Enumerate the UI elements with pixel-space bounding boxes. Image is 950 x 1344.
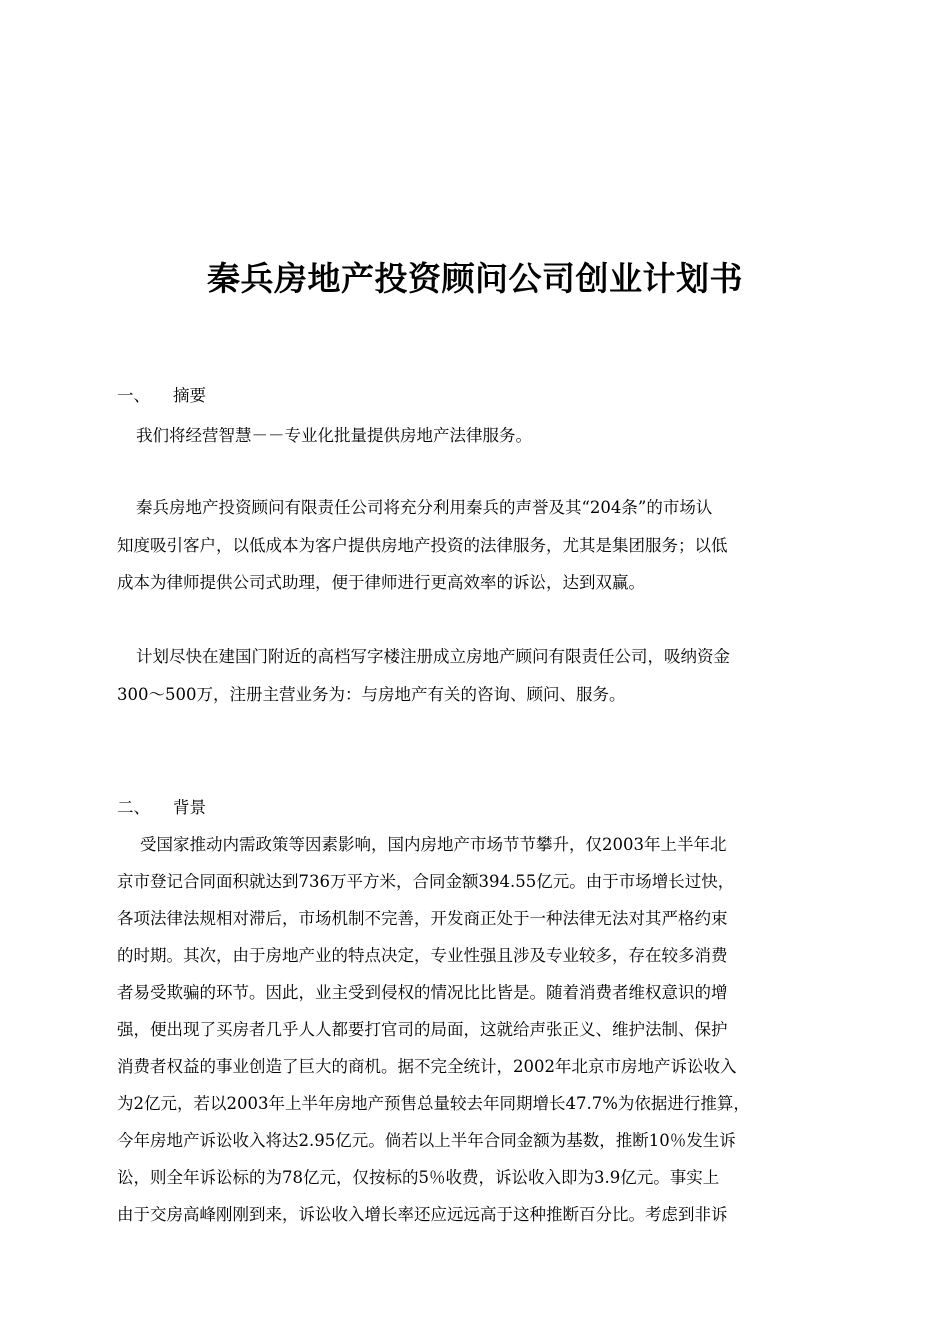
section-number: 二、 [117,798,150,817]
paragraph-line: 为2亿元，若以2003年上半年房地产预售总量较去年同期增长47.7%为依据进行推算， [117,1094,750,1113]
paragraph-line: 由于交房高峰刚刚到来，诉讼收入增长率还应远远高于这种推断百分比。考虑到非诉 [117,1205,728,1224]
document-title: 秦兵房地产投资顾问公司创业计划书 [207,259,743,298]
paragraph-line: 300～500万，注册主营业务为：与房地产有关的咨询、顾问、服务。 [117,685,626,704]
paragraph-line: 知度吸引客户，以低成本为客户提供房地产投资的法律服务，尤其是集团服务；以低 [117,536,728,555]
section-heading-background [117,796,206,820]
paragraph-line: 讼，则全年诉讼标的为78亿元，仅按标的5％收费，诉讼收入即为3.9亿元。事实上 [117,1168,720,1187]
paragraph-line: 计划尽快在建国门附近的高档写字楼注册成立房地产顾问有限责任公司，吸纳资金 [136,647,730,666]
paragraph-line: 我们将经营智慧－－专业化批量提供房地产法律服务。 [136,426,532,445]
paragraph-line: 京市登记合同面积就达到736万平方米，合同金额394.55亿元。由于市场增长过快， [117,872,735,891]
paragraph-line: 强，便出现了买房者几乎人人都要打官司的局面，这就给声张正义、维护法制、保护 [117,1020,728,1039]
paragraph-line: 者易受欺骗的环节。因此，业主受到侵权的情况比比皆是。随着消费者维权意识的增 [117,983,728,1002]
paragraph-line: 受国家推动内需政策等因素影响，国内房地产市场节节攀升，仅2003年上半年北 [140,835,727,854]
section-number: 一、 [117,386,150,405]
section-title: 背景 [173,798,206,817]
section-heading-summary [117,384,206,408]
paragraph-line: 各项法律法规相对滞后，市场机制不完善，开发商正处于一种法律无法对其严格约束 [117,909,728,928]
paragraph-line: 今年房地产诉讼收入将达2.95亿元。倘若以上半年合同金额为基数，推断10％发生诉 [117,1131,736,1150]
paragraph-line: 消费者权益的事业创造了巨大的商机。据不完全统计，2002年北京市房地产诉讼收入 [117,1057,737,1076]
paragraph-line: 秦兵房地产投资顾问有限责任公司将充分利用秦兵的声誉及其“204条”的市场认 [136,498,713,517]
paragraph-line: 成本为律师提供公司式助理，便于律师进行更高效率的诉讼，达到双赢。 [117,573,645,592]
paragraph-line: 的时期。其次，由于房地产业的特点决定，专业性强且涉及专业较多，存在较多消费 [117,946,728,965]
section-title: 摘要 [173,386,206,405]
